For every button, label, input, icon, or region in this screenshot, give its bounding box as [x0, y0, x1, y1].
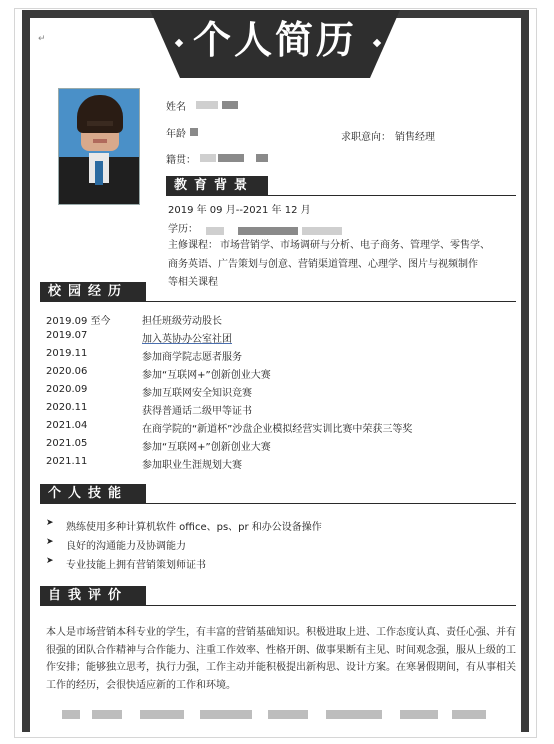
campus-row: [46, 312, 506, 329]
campus-event: 参加互联网安全知识竞赛: [142, 388, 252, 399]
intent-label: 求职意向：: [341, 132, 391, 143]
skill-text: 熟练使用多种计算机软件 office、ps、pr 和办公设备操作: [66, 522, 322, 533]
skill-text: 专业技能上拥有营销策划师证书: [66, 560, 206, 571]
name-label: 姓名: [166, 102, 186, 113]
courses-label: 主修课程：: [168, 240, 218, 251]
degree-label: 学历：: [168, 224, 198, 235]
campus-event: 参加商学院志愿者服务: [142, 352, 242, 363]
campus-date: 2020.09: [46, 384, 88, 395]
section-divider: [146, 503, 516, 504]
skill-item: [46, 537, 506, 554]
age-label: 年龄: [166, 129, 186, 140]
campus-event: 参加“互联网+”创新创业大赛: [142, 442, 271, 453]
campus-row: [46, 348, 506, 365]
origin-redacted: [256, 154, 268, 162]
footer-redacted: [62, 710, 80, 719]
campus-date: 2020.06: [46, 366, 88, 377]
education-period: 2019 年 09 月--2021 年 12 月: [168, 205, 311, 216]
campus-event: 担任班级劳动股长: [142, 316, 222, 327]
campus-date: 2021.05: [46, 438, 88, 449]
footer-redacted: [200, 710, 252, 719]
profile-photo: [58, 88, 140, 205]
skill-item: [46, 518, 506, 535]
degree-redacted: [238, 227, 298, 235]
footer-redacted: [452, 710, 486, 719]
section-header-skills: 个人技能: [40, 484, 146, 504]
arrow-bullet-icon: ➤: [46, 518, 54, 528]
campus-date: 2019.11: [46, 348, 88, 359]
courses-line: 等相关课程: [168, 277, 218, 288]
footer-redacted: [92, 710, 122, 719]
footer-redacted: [268, 710, 308, 719]
campus-row: [46, 456, 506, 473]
campus-date: 2020.11: [46, 402, 88, 413]
campus-event: 加入英协办公室社团: [142, 334, 232, 345]
campus-row: [46, 384, 506, 401]
origin-redacted: [200, 154, 216, 162]
campus-row: [46, 366, 506, 383]
frame-right-bar: [521, 10, 529, 732]
name-redacted: [196, 101, 218, 109]
campus-row: [46, 438, 506, 455]
name-redacted: [222, 101, 238, 109]
footer-redacted: [400, 710, 438, 719]
section-header-evaluation: 自我评价: [40, 586, 146, 606]
origin-redacted: [218, 154, 244, 162]
frame-left-bar: [22, 10, 30, 732]
resume-title: 个人简历: [192, 18, 357, 62]
skill-item: [46, 556, 506, 573]
campus-row: [46, 420, 506, 437]
campus-date: 2021.11: [46, 456, 88, 467]
section-header-campus: 校园经历: [40, 282, 146, 302]
age-redacted: [190, 128, 198, 136]
campus-event: 参加“互联网+”创新创业大赛: [142, 370, 271, 381]
section-divider: [268, 195, 516, 196]
section-divider: [146, 605, 516, 606]
courses-line: 商务英语、广告策划与创意、营销渠道管理、心理学、图片与视频制作: [168, 259, 478, 270]
degree-redacted: [302, 227, 342, 235]
campus-row: [46, 330, 506, 347]
footer-redacted: [140, 710, 184, 719]
courses-line: 市场营销学、市场调研与分析、电子商务、管理学、零售学、: [220, 240, 490, 251]
footer-redacted: [326, 710, 382, 719]
campus-date: 2019.07: [46, 330, 88, 341]
campus-date: 2021.04: [46, 420, 88, 431]
self-evaluation-text: 本人是市场营销本科专业的学生，有丰富的营销基础知识。积极进取上进、工作态度认真、责任心强、并有很强的团队合作精神与合作能力、注重工作效率、性格开朗、做事果断有主见、时间观念强，服从上级的工作安排；能够独立思考，执行力强，工作主动并能积极提出新构思、设计方案。在寒暑假期间，有从事相关工作的经历，会很快适应新的工作和环境。: [46, 627, 516, 691]
campus-event: 获得普通话二级甲等证书: [142, 406, 252, 417]
skill-text: 良好的沟通能力及协调能力: [66, 541, 186, 552]
paragraph-mark-icon: ↵: [38, 34, 46, 44]
intent-value: 销售经理: [395, 132, 435, 143]
campus-date: 2019.09 至今: [46, 316, 111, 327]
degree-redacted: [206, 227, 224, 235]
arrow-bullet-icon: ➤: [46, 537, 54, 547]
campus-event: 在商学院的“新道杯”沙盘企业模拟经营实训比赛中荣获三等奖: [142, 424, 413, 435]
origin-label: 籍贯：: [166, 155, 196, 166]
section-header-education: 教育背景: [166, 176, 268, 196]
arrow-bullet-icon: ➤: [46, 556, 54, 566]
campus-row: [46, 402, 506, 419]
section-divider: [146, 301, 516, 302]
campus-event: 参加职业生涯规划大赛: [142, 460, 242, 471]
